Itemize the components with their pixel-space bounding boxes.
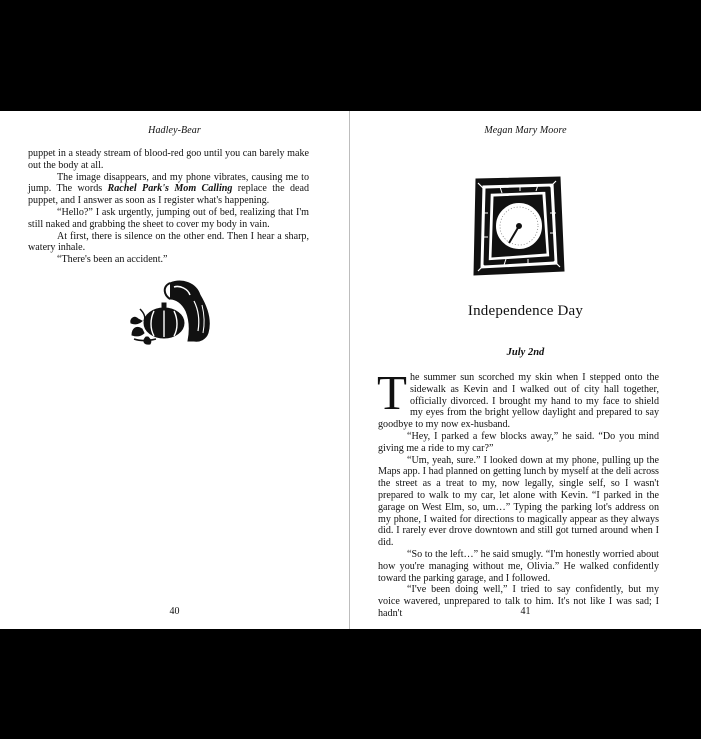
paragraph: At first, there is silence on the other end. Then I hear a sharp, watery inhale. (28, 230, 309, 254)
paragraph: “There's been an accident.” (57, 254, 168, 266)
page-number: 40 (169, 606, 180, 617)
left-page-body (28, 148, 309, 266)
paragraph: The summer sun scorched my skin when I stepped onto the sidewalk as Kevin and I walked out of city hall together, officially divorced. I brought my hand to my face to shield my eyes from the bright yellow daylight and prepared to say goodbye to my now ex-husband. (377, 365, 659, 431)
left-page (0, 111, 349, 629)
italic-phone-text: Rachel Park's Mom Calling (107, 183, 233, 195)
drop-cap: T (377, 365, 407, 420)
paragraph: The image disappears, and my phone vibrates, causing me to jump. The words Rachel Park's Mom Calling replace the dead puppet, and I answer as soon as I register what's happening. (28, 171, 309, 207)
right-page (350, 111, 701, 629)
chapter-title: Independence Day (467, 303, 584, 319)
clock-illustration-icon (470, 173, 568, 279)
paragraph: “So to the left…” he said smugly. “I'm honestly worried about how you're managing without me, Olivia.” He walked confidently toward the parking garage, and I followed. (378, 548, 659, 584)
paragraph: puppet in a steady stream of blood-red goo until you can barely make out the body at all. (28, 148, 309, 171)
page-number: 41 (520, 606, 531, 617)
book-spread (0, 111, 701, 629)
paragraph: “Hello?” I ask urgently, jumping out of bed, realizing that I'm still naked and grabbing the sheet to cover my body in vain. (28, 206, 309, 230)
running-head-author: Megan Mary Moore (484, 125, 567, 136)
right-page-body (377, 365, 659, 620)
paragraph: “Hey, I parked a few blocks away,” he said. “Do you mind giving me a ride to my car?” (378, 430, 659, 454)
paragraph: “I've been doing well,” I tried to say confidently, but my voice wavered, unprepared to talk to him. It's not like I was sad; I hadn't (378, 584, 659, 619)
running-head-author: Hadley-Bear (148, 125, 201, 136)
paragraph: “Um, yeah, sure.” I looked down at my phone, pulling up the Maps app. I had planned on getting lunch by myself at the deli across the street as a treat to my, now legally, single self, so I wasn't prepared to walk to my car, let alone with Kevin. “I parked in the garage on West Elm, so, um…” Typing the parking lot's address on my phone, I waited for directions to magically appear as they always did. I rarely ever drove downtown and still got turned around when I did. (378, 454, 659, 549)
chapter-date: July 2nd (506, 347, 545, 358)
pumpkin-illustration-icon (130, 279, 216, 345)
